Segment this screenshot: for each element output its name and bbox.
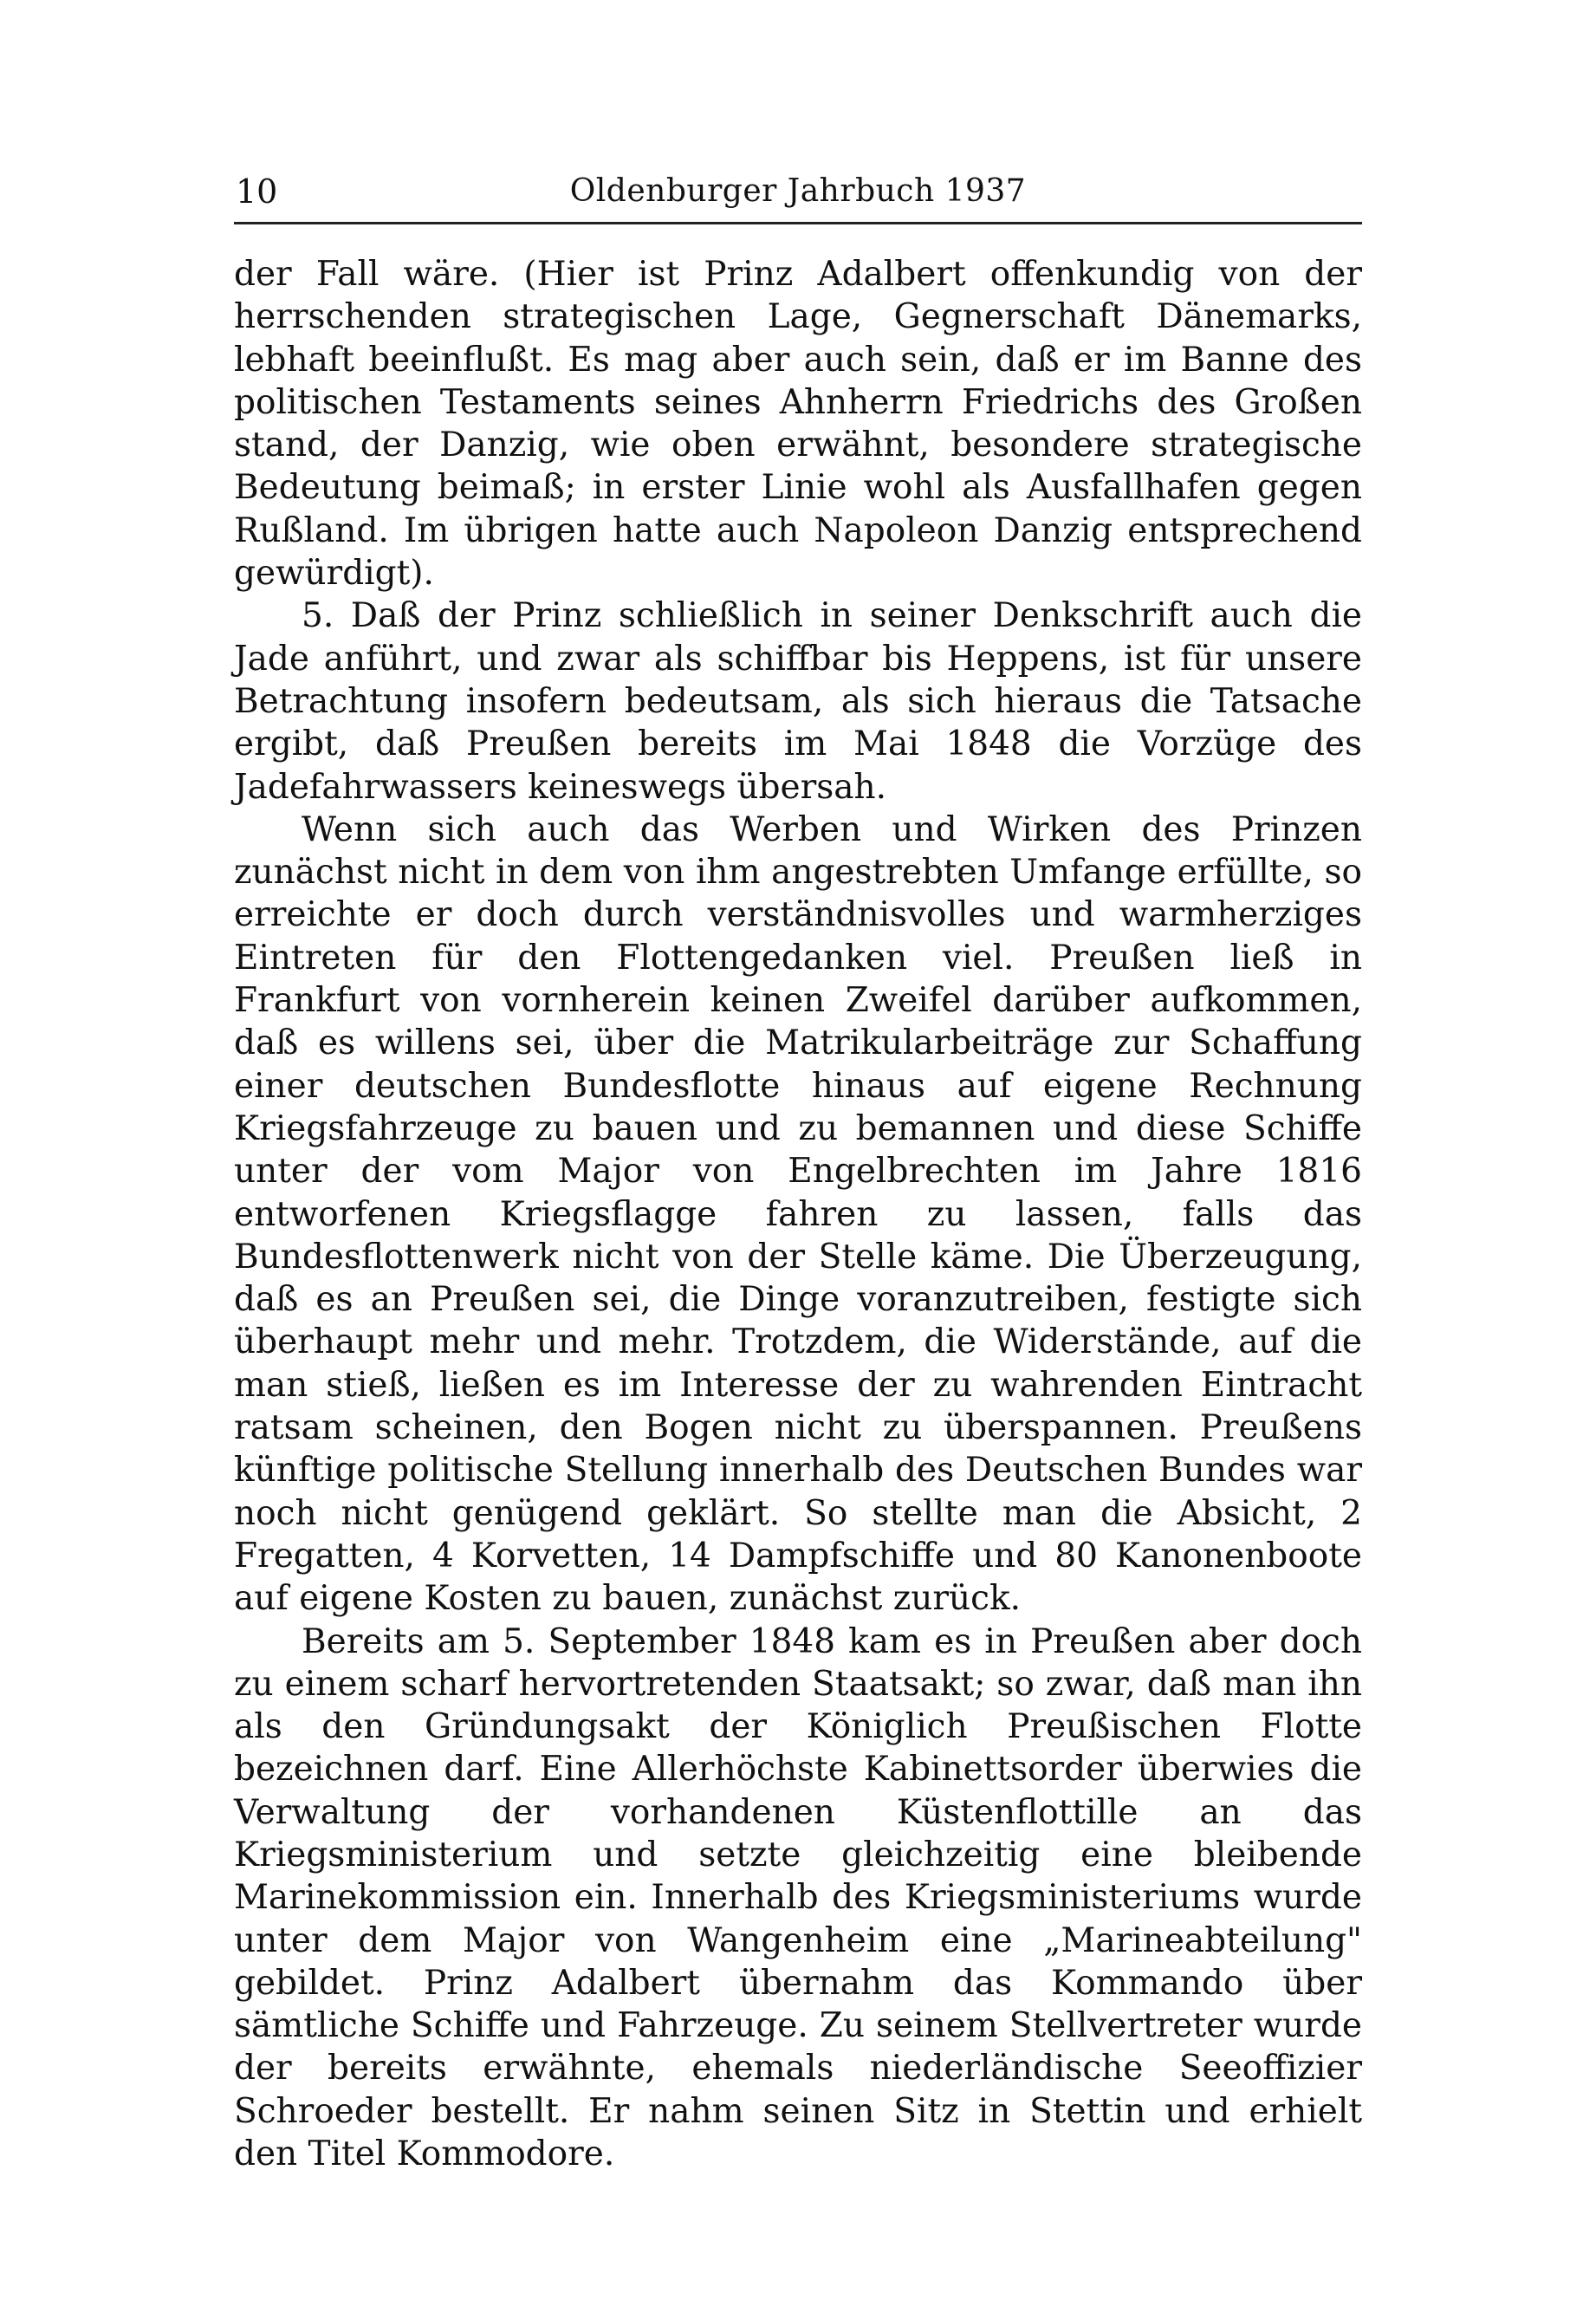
paragraph-point-5: 5. Daß der Prinz schließlich in seiner Denkschrift auch die Jade anführt, und zwar als schiffbar bis Heppens, ist für unsere Betrachtung insofern bedeutsam, als sich hieraus die Tatsache ergibt, daß Preußen bereits im Mai 1848 die Vorzüge des Jadefahrwassers keineswegs übersah. bbox=[234, 596, 1362, 807]
page-header bbox=[234, 166, 1362, 218]
paragraph-continuation: der Fall wäre. (Hier ist Prinz Adalbert offenkundig von der herrschenden strategischen Lage, Gegnerschaft Dänemarks, lebhaft beeinflußt. Es mag aber auch sein, daß er im Banne des politischen Testaments seines Ahnherrn Friedrichs des Großen stand, der Danzig, wie oben erwähnt, besondere strategische Bedeutung beimaß; in erster Linie wohl als Ausfallhafen gegen Rußland. Im übrigen hatte auch Napoleon Danzig entsprechend gewürdigt). bbox=[234, 255, 1362, 594]
paragraph-prince-efforts: Wenn sich auch das Werben und Wirken des Prinzen zunächst nicht in dem von ihm angestrebten Umfange erfüllte, so erreichte er doch durch verständnisvolles und warmherziges Eintreten für den Flottengedanken viel. Preußen ließ in Frankfurt von vornherein keinen Zweifel darüber aufkommen, daß es willens sei, über die Matrikularbeiträge zur Schaffung einer deutschen Bundesflotte hinaus auf eigene Rechnung Kriegsfahrzeuge zu bauen und zu bemannen und diese Schiffe unter der vom Major von Engelbrechten im Jahre 1816 entworfenen Kriegsflagge fahren zu lassen, falls das Bundesflottenwerk nicht von der Stelle käme. Die Überzeugung, daß es an Preußen sei, die Dinge voranzutreiben, festigte sich überhaupt mehr und mehr. Trotzdem, die Widerstände, auf die man stieß, ließen es im Interesse der zu wahrenden Eintracht ratsam scheinen, den Bogen nicht zu überspannen. Preußens künftige politische Stellung innerhalb des Deutschen Bundes war noch nicht genügend geklärt. So stellte man die Absicht, 2 Fregatten, 4 Korvetten, 14 Dampfschiffe und 80 Kanonenboote auf eigene Kosten zu bauen, zunächst zurück. bbox=[234, 809, 1362, 1619]
header-rule bbox=[234, 222, 1362, 224]
paragraph-founding-act: Bereits am 5. September 1848 kam es in Preußen aber doch zu einem scharf hervortretenden Staatsakt; so zwar, daß man ihn als den Gründungsakt der Königlich Preußischen Flotte bezeichnen darf. Eine Allerhöchste Kabinettsorder überwies die Verwaltung der vorhandenen Küstenflottille an das Kriegsministerium und setzte gleichzeitig eine bleibende Marinekommission ein. Innerhalb des Kriegsministeriums wurde unter dem Major von Wangenheim eine „Marineabteilung" gebildet. Prinz Adalbert übernahm das Kommando über sämtliche Schiffe und Fahrzeuge. Zu seinem Stellvertreter wurde der bereits erwähnte, ehemals niederländische Seeoffizier Schroeder bestellt. Er nahm seinen Sitz in Stettin und erhielt den Titel Kommodore. bbox=[234, 1621, 1362, 2174]
body-text bbox=[234, 253, 1362, 2175]
running-title: Oldenburger Jahrbuch 1937 bbox=[569, 173, 1027, 209]
page-number: 10 bbox=[236, 172, 278, 211]
